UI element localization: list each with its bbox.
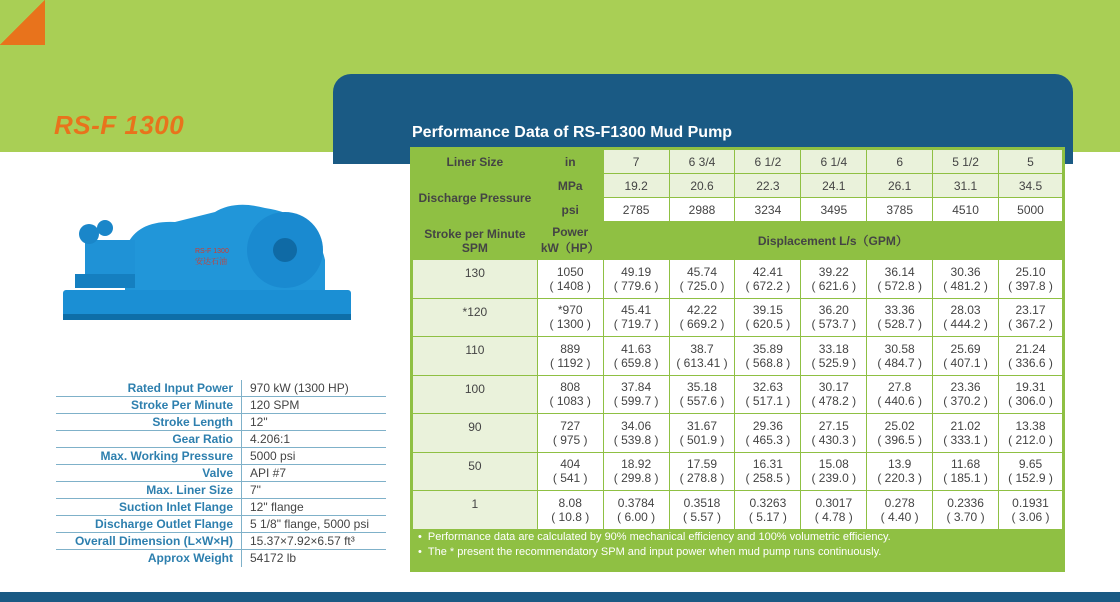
displacement-cell — [801, 337, 867, 376]
displacement-ls: 28.03 — [950, 303, 981, 318]
spec-value: 5000 psi — [241, 448, 386, 464]
displacement-gpm: ( 430.3 ) — [811, 432, 857, 447]
displacement-cell — [867, 452, 933, 491]
displacement-cell — [603, 337, 669, 376]
displacement-cell — [999, 414, 1063, 453]
spec-value: 4.206:1 — [241, 431, 386, 447]
displacement-cell — [801, 491, 867, 530]
displacement-cell — [867, 414, 933, 453]
displacement-ls: 31.67 — [686, 418, 718, 433]
table-row — [413, 452, 1063, 491]
displacement-cell — [801, 260, 867, 299]
mpa-value: 26.1 — [867, 174, 933, 198]
psi-value: 2785 — [603, 198, 669, 222]
spec-value: 54172 lb — [241, 550, 386, 567]
displacement-cell — [735, 298, 801, 337]
displacement-gpm: ( 212.0 ) — [1008, 432, 1053, 447]
displacement-gpm: ( 779.6 ) — [613, 278, 659, 293]
displacement-ls: 37.84 — [621, 380, 652, 395]
displacement-gpm: ( 336.6 ) — [1008, 355, 1053, 370]
displacement-ls: 27.8 — [887, 380, 912, 395]
displacement-ls: 41.63 — [621, 341, 652, 356]
displacement-ls: 9.65 — [1018, 457, 1043, 472]
displacement-cell — [933, 298, 999, 337]
displacement-ls: 36.20 — [818, 303, 849, 318]
displacement-gpm: ( 6.00 ) — [617, 509, 656, 524]
power-hp: ( 10.8 ) — [551, 509, 590, 524]
power-kw: 404 — [560, 457, 581, 472]
displacement-gpm: ( 407.1 ) — [943, 355, 988, 370]
spm-cell: 90 — [413, 414, 538, 453]
displacement-cell — [999, 375, 1063, 414]
spec-label: Approx Weight — [147, 551, 233, 565]
spec-label: Suction Inlet Flange — [118, 500, 233, 514]
mpa-value: 19.2 — [603, 174, 669, 198]
psi-value: 3495 — [801, 198, 867, 222]
displacement-cell — [801, 375, 867, 414]
displacement-ls: 0.3518 — [683, 495, 721, 510]
displacement-gpm: ( 278.8 ) — [679, 471, 725, 486]
table-row — [413, 260, 1063, 299]
spm-cell: 130 — [413, 260, 538, 299]
mpa-value: 24.1 — [801, 174, 867, 198]
spec-row — [56, 448, 386, 465]
displacement-ls: 29.36 — [752, 418, 783, 433]
displacement-cell — [669, 337, 735, 376]
displacement-ls: 17.59 — [686, 457, 718, 472]
table-row — [413, 375, 1063, 414]
spec-value: 5 1/8" flange, 5000 psi — [241, 516, 386, 532]
mpa-value: 31.1 — [933, 174, 999, 198]
spec-label: Overall Dimension (L×W×H) — [74, 534, 233, 548]
displacement-cell — [867, 375, 933, 414]
power-hp: ( 1192 ) — [549, 355, 591, 370]
displacement-ls: 21.02 — [950, 418, 981, 433]
displacement-ls: 21.24 — [1015, 341, 1046, 356]
displacement-cell — [867, 337, 933, 376]
displacement-gpm: ( 599.7 ) — [613, 394, 659, 409]
displacement-ls: 45.41 — [621, 303, 652, 318]
liner-value: 6 1/4 — [801, 150, 867, 174]
power-hp: ( 975 ) — [552, 432, 588, 447]
displacement-cell — [801, 452, 867, 491]
power-cell — [537, 491, 603, 530]
spec-value: API #7 — [241, 465, 386, 481]
spec-row — [56, 397, 386, 414]
performance-table — [412, 149, 1063, 530]
displacement-cell — [735, 491, 801, 530]
displacement-gpm: ( 719.7 ) — [613, 317, 659, 332]
power-header — [537, 222, 603, 260]
stroke-header-line2: SPM — [461, 240, 488, 255]
spec-value: 15.37×7.92×6.57 ft³ — [241, 533, 386, 549]
spec-label: Valve — [202, 466, 233, 480]
displacement-cell — [933, 260, 999, 299]
displacement-gpm: ( 465.3 ) — [745, 432, 791, 447]
liner-value: 6 1/2 — [735, 150, 801, 174]
displacement-ls: 23.17 — [1015, 303, 1046, 318]
displacement-cell — [735, 414, 801, 453]
displacement-ls: 0.3263 — [749, 495, 787, 510]
displacement-cell — [669, 260, 735, 299]
power-hp: ( 1408 ) — [549, 278, 591, 293]
displacement-cell — [735, 375, 801, 414]
spec-row — [56, 465, 386, 482]
displacement-ls: 23.36 — [950, 380, 981, 395]
displacement-rows — [413, 260, 1063, 530]
displacement-gpm: ( 484.7 ) — [877, 355, 923, 370]
mpa-value: 34.5 — [999, 174, 1063, 198]
displacement-ls: 15.08 — [818, 457, 849, 472]
displacement-cell — [801, 298, 867, 337]
displacement-gpm: ( 152.9 ) — [1008, 471, 1053, 486]
spec-row — [56, 499, 386, 516]
displacement-ls: 25.02 — [884, 418, 915, 433]
displacement-cell — [999, 337, 1063, 376]
liner-value: 7 — [603, 150, 669, 174]
displacement-cell — [999, 260, 1063, 299]
displacement-gpm: ( 396.5 ) — [877, 432, 923, 447]
liner-size-label: Liner Size — [413, 150, 538, 174]
spec-list — [56, 380, 386, 567]
displacement-cell — [603, 452, 669, 491]
spm-cell: *120 — [413, 298, 538, 337]
displacement-gpm: ( 669.2 ) — [679, 317, 725, 332]
displacement-cell — [867, 260, 933, 299]
displacement-gpm: ( 306.0 ) — [1008, 394, 1053, 409]
displacement-cell — [735, 452, 801, 491]
displacement-cell — [867, 491, 933, 530]
displacement-gpm: ( 397.8 ) — [1008, 278, 1053, 293]
liner-value: 6 — [867, 150, 933, 174]
displacement-gpm: ( 672.2 ) — [745, 278, 791, 293]
displacement-gpm: ( 440.6 ) — [877, 394, 923, 409]
displacement-cell — [999, 491, 1063, 530]
displacement-ls: 25.69 — [950, 341, 981, 356]
power-kw: 8.08 — [558, 495, 582, 510]
displacement-gpm: ( 539.8 ) — [613, 432, 659, 447]
displacement-cell — [669, 491, 735, 530]
power-cell — [537, 414, 603, 453]
footer-bar — [0, 592, 1120, 602]
table-row — [413, 414, 1063, 453]
displacement-ls: 25.10 — [1015, 264, 1046, 279]
liner-value: 5 — [999, 150, 1063, 174]
power-kw: 727 — [560, 418, 581, 433]
discharge-pressure-label: Discharge Pressure — [413, 174, 538, 222]
displacement-gpm: ( 659.8 ) — [613, 355, 659, 370]
displacement-ls: 13.38 — [1015, 418, 1046, 433]
liner-unit: in — [537, 150, 603, 174]
displacement-gpm: ( 444.2 ) — [943, 317, 988, 332]
displacement-ls: 0.3017 — [815, 495, 853, 510]
displacement-gpm: ( 613.41 ) — [676, 355, 728, 370]
power-kw: 889 — [560, 341, 581, 356]
displacement-gpm: ( 370.2 ) — [943, 394, 988, 409]
displacement-gpm: ( 478.2 ) — [811, 394, 857, 409]
displacement-ls: 32.63 — [752, 380, 783, 395]
power-cell — [537, 260, 603, 299]
spec-row — [56, 380, 386, 397]
displacement-cell — [735, 260, 801, 299]
displacement-ls: 11.68 — [950, 457, 981, 472]
svg-text:RS-F 1300: RS-F 1300 — [195, 248, 229, 255]
performance-table-panel — [410, 147, 1065, 572]
spec-label: Stroke Length — [152, 415, 233, 429]
psi-value: 3234 — [735, 198, 801, 222]
displacement-cell — [867, 298, 933, 337]
displacement-cell — [603, 375, 669, 414]
displacement-ls: 49.19 — [621, 264, 652, 279]
displacement-gpm: ( 185.1 ) — [943, 471, 988, 486]
displacement-gpm: ( 621.6 ) — [811, 278, 857, 293]
displacement-cell — [933, 491, 999, 530]
displacement-gpm: ( 528.7 ) — [877, 317, 923, 332]
displacement-cell — [603, 298, 669, 337]
spec-row — [56, 516, 386, 533]
displacement-ls: 39.22 — [818, 264, 849, 279]
displacement-cell — [669, 452, 735, 491]
displacement-gpm: ( 501.9 ) — [679, 432, 725, 447]
displacement-ls: 42.22 — [686, 303, 718, 318]
spm-cell: 110 — [413, 337, 538, 376]
displacement-cell — [999, 298, 1063, 337]
power-kw: *970 — [557, 303, 583, 318]
spec-value: 120 SPM — [241, 397, 386, 413]
displacement-ls: 35.18 — [686, 380, 718, 395]
displacement-ls: 33.36 — [884, 303, 915, 318]
displacement-cell — [669, 375, 735, 414]
displacement-ls: 18.92 — [621, 457, 652, 472]
displacement-ls: 19.31 — [1015, 380, 1046, 395]
displacement-ls: 35.89 — [752, 341, 783, 356]
table-row — [413, 337, 1063, 376]
displacement-header: Displacement L/s（GPM） — [603, 222, 1062, 260]
spec-label: Gear Ratio — [172, 432, 233, 446]
stroke-header-line1: Stroke per Minute — [424, 226, 526, 241]
liner-value: 6 3/4 — [669, 150, 735, 174]
displacement-gpm: ( 481.2 ) — [943, 278, 988, 293]
displacement-gpm: ( 725.0 ) — [679, 278, 725, 293]
power-kw: 808 — [560, 380, 581, 395]
displacement-cell — [603, 414, 669, 453]
displacement-gpm: ( 525.9 ) — [811, 355, 857, 370]
power-header-line2: kW（HP） — [540, 241, 600, 255]
displacement-gpm: ( 4.40 ) — [880, 509, 919, 524]
displacement-ls: 33.18 — [818, 341, 849, 356]
mpa-value: 20.6 — [669, 174, 735, 198]
power-cell — [537, 337, 603, 376]
displacement-ls: 0.2336 — [947, 495, 984, 510]
psi-value: 3785 — [867, 198, 933, 222]
psi-value: 2988 — [669, 198, 735, 222]
psi-value: 5000 — [999, 198, 1063, 222]
displacement-ls: 30.36 — [950, 264, 981, 279]
displacement-cell — [603, 491, 669, 530]
spec-value: 970 kW (1300 HP) — [241, 380, 386, 396]
spm-cell: 50 — [413, 452, 538, 491]
spec-label: Rated Input Power — [127, 381, 233, 395]
displacement-gpm: ( 572.8 ) — [877, 278, 923, 293]
model-title: RS-F 1300 — [54, 110, 185, 140]
displacement-cell — [801, 414, 867, 453]
power-cell — [537, 298, 603, 337]
displacement-gpm: ( 3.70 ) — [946, 509, 985, 524]
displacement-ls: 39.15 — [752, 303, 783, 318]
spec-row — [56, 431, 386, 448]
displacement-cell — [669, 298, 735, 337]
psi-unit: psi — [537, 198, 603, 222]
footnote: • Performance data are calculated by 90% mechanical efficiency and 100% volumetric efficiency. — [418, 530, 891, 545]
spec-row — [56, 533, 386, 550]
displacement-gpm: ( 620.5 ) — [745, 317, 791, 332]
displacement-cell — [933, 414, 999, 453]
displacement-ls: 13.9 — [887, 457, 912, 472]
spec-label: Max. Working Pressure — [100, 449, 233, 463]
displacement-gpm: ( 367.2 ) — [1008, 317, 1053, 332]
displacement-gpm: ( 517.1 ) — [745, 394, 791, 409]
power-hp: ( 1300 ) — [549, 317, 591, 332]
spec-row — [56, 414, 386, 431]
spm-cell: 1 — [413, 491, 538, 530]
power-cell — [537, 375, 603, 414]
displacement-gpm: ( 573.7 ) — [811, 317, 857, 332]
pressure-mpa-row — [413, 174, 1063, 198]
displacement-gpm: ( 333.1 ) — [943, 432, 988, 447]
liner-value: 5 1/2 — [933, 150, 999, 174]
displacement-cell — [933, 375, 999, 414]
svg-text:安达石油: 安达石油 — [195, 257, 227, 266]
liner-size-row — [413, 150, 1063, 174]
mud-pump-image — [55, 190, 355, 340]
stroke-per-minute-header — [413, 222, 538, 260]
corner-accent — [0, 0, 45, 45]
displacement-ls: 34.06 — [621, 418, 652, 433]
displacement-ls: 0.278 — [884, 495, 915, 510]
footnotes — [418, 530, 891, 560]
displacement-gpm: ( 239.0 ) — [811, 471, 857, 486]
displacement-gpm: ( 4.78 ) — [814, 509, 853, 524]
displacement-gpm: ( 5.17 ) — [748, 509, 787, 524]
displacement-ls: 0.1931 — [1012, 495, 1049, 510]
mpa-value: 22.3 — [735, 174, 801, 198]
displacement-cell — [735, 337, 801, 376]
displacement-gpm: ( 220.3 ) — [877, 471, 923, 486]
displacement-cell — [933, 452, 999, 491]
spm-cell: 100 — [413, 375, 538, 414]
power-header-line1: Power — [552, 225, 589, 239]
spec-row — [56, 550, 386, 567]
displacement-ls: 36.14 — [884, 264, 915, 279]
displacement-cell — [933, 337, 999, 376]
displacement-ls: 27.15 — [818, 418, 849, 433]
displacement-ls: 38.7 — [690, 341, 714, 356]
power-kw: 1050 — [556, 264, 584, 279]
power-hp: ( 1083 ) — [549, 394, 591, 409]
displacement-gpm: ( 568.8 ) — [745, 355, 791, 370]
displacement-cell — [603, 260, 669, 299]
displacement-ls: 30.58 — [884, 341, 915, 356]
table-row — [413, 491, 1063, 530]
displacement-ls: 42.41 — [752, 264, 783, 279]
mpa-unit: MPa — [537, 174, 603, 198]
psi-value: 4510 — [933, 198, 999, 222]
column-header-row — [413, 222, 1063, 260]
spec-value: 7" — [241, 482, 386, 498]
spec-label: Discharge Outlet Flange — [94, 517, 233, 531]
displacement-ls: 0.3784 — [617, 495, 655, 510]
displacement-gpm: ( 5.57 ) — [683, 509, 722, 524]
footnote: • The * present the recommendatory SPM and input power when mud pump runs continuously. — [418, 545, 891, 560]
displacement-cell — [999, 452, 1063, 491]
displacement-gpm: ( 258.5 ) — [745, 471, 791, 486]
spec-label: Stroke Per Minute — [130, 398, 233, 412]
spec-row — [56, 482, 386, 499]
table-row — [413, 298, 1063, 337]
displacement-gpm: ( 557.6 ) — [679, 394, 725, 409]
spec-label: Max. Liner Size — [146, 483, 233, 497]
displacement-ls: 16.31 — [752, 457, 783, 472]
power-cell — [537, 452, 603, 491]
displacement-cell — [669, 414, 735, 453]
spec-value: 12" — [241, 414, 386, 430]
power-hp: ( 541 ) — [552, 471, 588, 486]
displacement-ls: 45.74 — [686, 264, 718, 279]
spec-value: 12" flange — [241, 499, 386, 515]
table-title: Performance Data of RS-F1300 Mud Pump — [412, 124, 733, 141]
displacement-ls: 30.17 — [818, 380, 849, 395]
displacement-gpm: ( 3.06 ) — [1011, 509, 1050, 524]
displacement-gpm: ( 299.8 ) — [613, 471, 659, 486]
